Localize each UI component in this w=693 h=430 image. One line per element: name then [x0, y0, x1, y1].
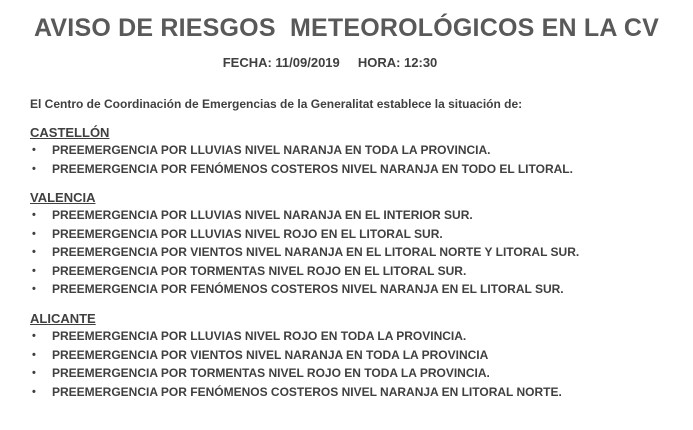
bullet-icon: • [32, 227, 36, 240]
bullet-icon: • [32, 348, 36, 361]
list-item [30, 141, 670, 160]
list-item [30, 346, 670, 365]
list-item-text: PREEMERGENCIA POR VIENTOS NIVEL NARANJA EN TODA LA PROVINCIA [52, 347, 489, 362]
list-item-text: PREEMERGENCIA POR TORMENTAS NIVEL ROJO EN EL LITORAL SUR. [52, 263, 467, 278]
list-item [30, 327, 670, 346]
bullet-icon: • [32, 209, 36, 221]
list-item-text: PREEMERGENCIA POR LLUVIAS NIVEL NARANJA EN EL INTERIOR SUR. [52, 208, 473, 222]
list-item [30, 280, 670, 299]
list-item-text: PREEMERGENCIA POR LLUVIAS NIVEL ROJO EN TODA LA PROVINCIA. [52, 329, 467, 343]
list-item-text: PREEMERGENCIA POR FENÓMENOS COSTEROS NIVEL NARANJA EN LITORAL NORTE. [52, 384, 562, 399]
bullet-icon: • [32, 144, 36, 156]
bullet-icon: • [32, 246, 36, 259]
section-alicante [30, 310, 670, 401]
intro-text: El Centro de Coordinación de Emergencias de la Generalitat establece la situación de: [30, 97, 523, 111]
bullet-icon: • [32, 330, 36, 342]
list-item-text: PREEMERGENCIA POR FENÓMENOS COSTEROS NIVEL NARANJA EN EL LITORAL SUR. [52, 282, 564, 297]
list-item [30, 160, 670, 179]
list-item-text: PREEMERGENCIA POR FENÓMENOS COSTEROS NIVEL NARANJA EN TODO EL LITORAL. [52, 161, 573, 176]
list-item [30, 364, 670, 383]
list-item [30, 206, 670, 225]
bullet-icon: • [32, 385, 36, 398]
section-valencia [30, 189, 670, 299]
bullet-icon: • [32, 367, 36, 380]
list-item [30, 383, 670, 402]
section-title: VALENCIA [30, 190, 96, 205]
list-item-text: PREEMERGENCIA POR TORMENTAS NIVEL ROJO EN TODA LA PROVINCIA. [52, 366, 490, 381]
section-title: ALICANTE [30, 311, 96, 326]
list-item-text: PREEMERGENCIA POR LLUVIAS NIVEL ROJO EN EL LITORAL SUR. [52, 226, 443, 241]
bullet-icon: • [32, 264, 36, 277]
list-item [30, 225, 670, 244]
list-item [30, 262, 670, 281]
section-title: CASTELLÓN [30, 125, 110, 140]
page-title: AVISO DE RIESGOS METEOROLÓGICOS EN LA CV [34, 14, 659, 42]
list-item [30, 243, 670, 262]
date-time-line: FECHA: 11/09/2019 HORA: 12:30 [222, 55, 438, 70]
bullet-icon: • [32, 283, 36, 296]
section-castellon [30, 124, 670, 178]
bullet-icon: • [32, 162, 36, 175]
list-item-text: PREEMERGENCIA POR VIENTOS NIVEL NARANJA EN EL LITORAL NORTE Y LITORAL SUR. [52, 245, 580, 260]
list-item-text: PREEMERGENCIA POR LLUVIAS NIVEL NARANJA EN TODA LA PROVINCIA. [52, 143, 491, 157]
